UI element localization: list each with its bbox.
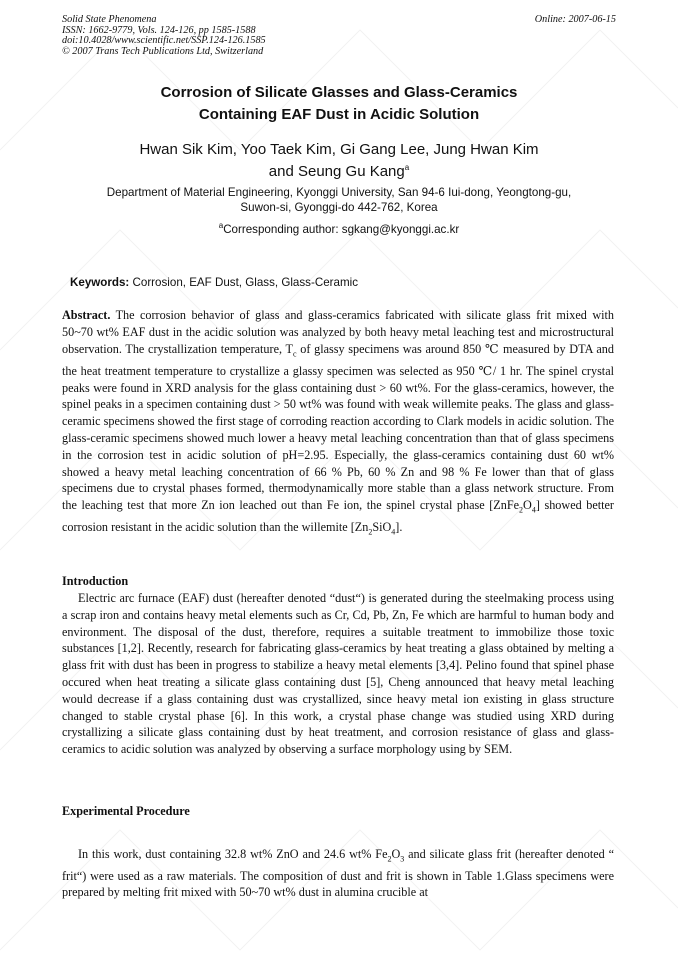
corresponding-author bbox=[62, 218, 616, 237]
abstract-text-1: The corrosion behavior of glass and glass-ceramics fabricated with silicate glass frit mixed with 50~70 wt% EAF dust in the acidic solution was analyzed by both heavy metal leaching test and microstructural observation. The crystallization temperature, T bbox=[62, 308, 614, 356]
title-line-1: Corrosion of Silicate Glasses and Glass-Ceramics bbox=[160, 84, 518, 101]
abstract-sub: 4 bbox=[531, 505, 536, 515]
experimental-sub: 2 bbox=[387, 854, 392, 864]
keywords-text: Corrosion, EAF Dust, Glass, Glass-Ceramic bbox=[129, 276, 358, 289]
authors-line-2: and Seung Gu Kang bbox=[268, 163, 405, 180]
authors-line-1: Hwan Sik Kim, Yoo Taek Kim, Gi Gang Lee, Jung Hwan Kim bbox=[139, 141, 539, 158]
abstract-paragraph bbox=[62, 307, 614, 542]
copyright-line: © 2007 Trans Tech Publications Ltd, Switzerland bbox=[62, 45, 264, 57]
experimental-heading: Experimental Procedure bbox=[62, 804, 190, 818]
doi-line: doi:10.4028/www.scientific.net/SSP.124-126.1585 bbox=[62, 35, 266, 47]
affiliation bbox=[62, 185, 616, 216]
author-superscript: a bbox=[404, 163, 410, 172]
experimental-paragraph bbox=[62, 846, 614, 901]
abstract-sub: 2 bbox=[519, 505, 524, 515]
title-line-2: Containing EAF Dust in Acidic Solution bbox=[198, 106, 480, 123]
experimental-formula-part: O bbox=[391, 847, 401, 861]
abstract-label: Abstract. bbox=[62, 308, 111, 322]
keywords-label: Keywords: bbox=[70, 276, 130, 289]
abstract-text-4: ]. bbox=[395, 520, 403, 535]
affiliation-line-2: Suwon-si, Gyonggi-do 442-762, Korea bbox=[240, 201, 438, 215]
abstract-sub: 4 bbox=[391, 527, 396, 537]
online-date: Online: 2007-06-15 bbox=[534, 14, 616, 25]
keywords bbox=[70, 276, 616, 289]
abstract-formula-part: O bbox=[523, 498, 532, 513]
introduction-heading: Introduction bbox=[62, 574, 129, 588]
experimental-text-1: In this work, dust containing 32.8 wt% ZnO and 24.6 wt% Fe bbox=[78, 847, 388, 861]
author-list bbox=[62, 141, 616, 181]
paper-title bbox=[62, 82, 616, 126]
experimental-sub: 3 bbox=[400, 854, 405, 864]
abstract-formula-part: SiO bbox=[372, 520, 392, 535]
experimental-text-2: and silicate glass frit (hereafter denoted “ frit“) were used as a raw materials. The composition of dust and frit is shown in Table 1.Glass specimens were prepared by melting frit mixed with 50~70 wt% dust in alumina crucible at bbox=[62, 847, 614, 900]
abstract-sub-c: c bbox=[292, 349, 297, 359]
issn-line: ISSN: 1662-9779, Vols. 124-126, pp 1585-1588 bbox=[62, 24, 256, 36]
abstract-text-3: ] showed better corrosion resistant in the acidic solution than the willemite [Zn bbox=[62, 498, 614, 535]
abstract-sub: 2 bbox=[368, 527, 373, 537]
introduction-paragraph: Electric arc furnace (EAF) dust (hereafter denoted “dust“) is generated during the steelmaking process using a scrap iron and contains heavy metal elements such as Cr, Cd, Pb, Zn, Fe which are harmful to human body and environment. The disposal of the dust, therefore, requires a suitable treatment to immobilize those toxic substances [1,2]. Recently, research for fabricating glass-ceramics by heat treating a glass obtained by melting a glass frit with dust has been in progress to stabilize a heavy metal elements [3,4]. Pelino found that spinel phase occured when heat treating a silicate glass containing dust [5], Cheng announced that heavy metal leaching would decrease if a glass containing dust was crystallized, since heavy metal ion existing in glass structure changed to stable crystal phase [6]. In this work, a crystal phase change was studied using XRD during crystallizing a silicate glass containing dust by heat treatment, and corrosion resistance of glass and glass-ceramics to acidic solution was analyzed by observing a surface morphology using by SEM. bbox=[62, 591, 614, 757]
abstract-text-2: of glassy specimens was around 850 ℃ measured by DTA and the heat treatment temperature to crystallize a glassy specimen was selected as 950 ℃/ 1 hr. The spinel crystal peaks were found in XRD analysis for the glass containing dust > 60 wt%. For the glass-ceramics, however, the spinel peaks in a specimen containing dust > 50 wt% was found with weak willemite peaks. The glass and glass-ceramic specimens showed the first stage of corroding reaction according to Clark models in acidic solution. The glass-ceramic specimens showed much lower a heavy metal leaching concentration than that of glass specimens in the corrosion test in acidic solution of pH=2.95. Especially, the glass-ceramics containing dust 60 wt% showed a heavy metal leaching concentration of 66 % Pb, 60 % Zn and 98 % Fe lower than that of glass specimens due to crystal phases formed, thermodynamically more stable than a glass network structure. From the leaching test that more Zn ion leached out than Fe ion, the spinel crystal phase [ZnFe bbox=[62, 341, 614, 513]
affiliation-line-1: Department of Material Engineering, Kyonggi University, San 94-6 Iui-dong, Yeongtong-gu, bbox=[106, 186, 572, 199]
corresponding-text: Corresponding author: sgkang@kyonggi.ac.kr bbox=[223, 222, 460, 236]
corresponding-superscript: a bbox=[218, 221, 224, 230]
journal-name: Solid State Phenomena bbox=[62, 14, 157, 25]
